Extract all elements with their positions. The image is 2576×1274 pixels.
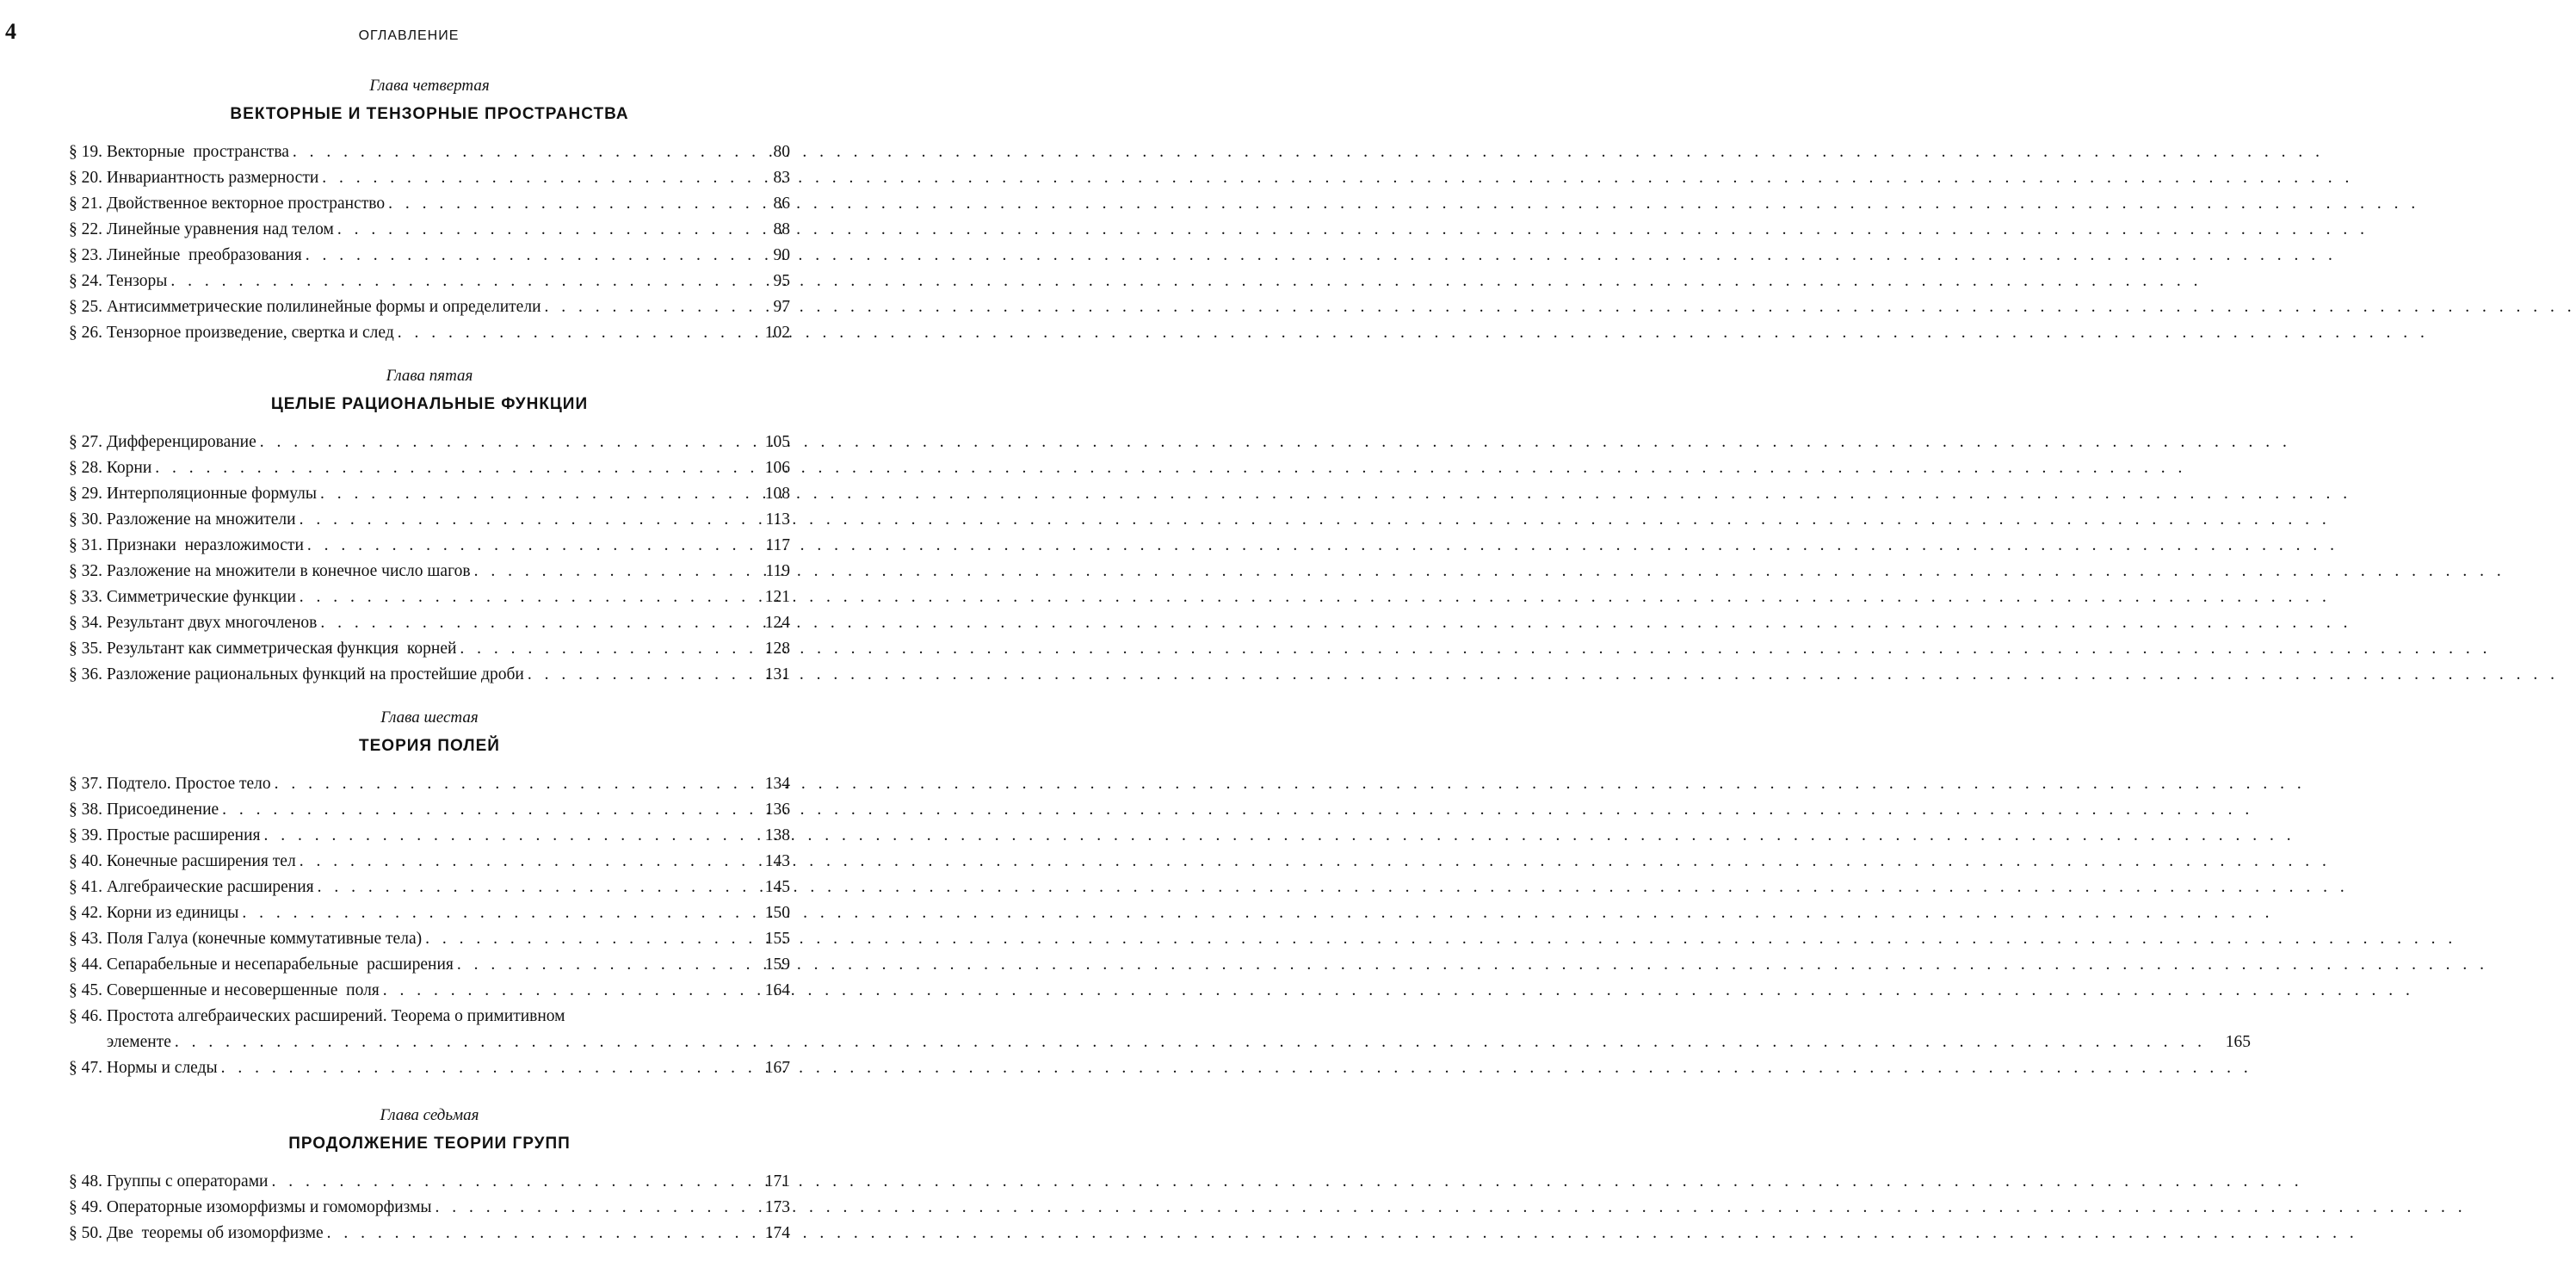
dot-leader [268,1169,745,1195]
chapter-title: ПРОДОЛЖЕНИЕ ТЕОРИИ ГРУПП [288,1135,571,1153]
section-title: Антисимметрические полилинейные формы и определители [106,298,541,316]
section-title: Нормы и следы [106,1059,218,1077]
chapter-title: ТЕОРИЯ ПОЛЕЙ [359,737,500,755]
page-ref: 80 [773,143,790,161]
page-ref: 119 [765,562,790,580]
section-title: Тензорное произведение, свертка и след [106,324,394,342]
section-number: § 43. [69,930,102,948]
chapter-title: ВЕКТОРНЫЕ И ТЕНЗОРНЫЕ ПРОСТРАНСТВА [230,105,629,123]
toc-entry[interactable] [69,533,790,559]
toc-entry[interactable] [69,165,790,191]
section-title: Совершенные и несовершенные поля [106,981,380,999]
page-ref: 150 [764,904,790,922]
dot-leader [238,900,745,926]
page-ref: 128 [764,640,790,658]
chapter-label: Глава четвертая [369,77,490,95]
dot-leader [171,1030,2206,1055]
toc-entry[interactable] [69,481,790,507]
dot-leader [317,481,745,507]
page-ref: 97 [773,298,790,316]
chapter-7 [69,1104,790,1246]
toc-entry[interactable] [69,771,790,797]
section-title: Результант как симметрическая функция корней [106,640,457,658]
section-title: Разложение на множители в конечное число шагов [106,562,471,580]
section-number: § 26. [69,324,102,342]
toc-entry[interactable] [69,1169,790,1195]
page-ref: 131 [764,665,790,683]
section-title: Группы с операторами [106,1172,269,1191]
section-number: § 41. [69,878,102,896]
toc-entry[interactable] [69,294,790,320]
page-ref: 121 [764,588,790,606]
toc-entry[interactable] [69,610,790,636]
page-ref: 124 [764,614,790,632]
section-title: Двойственное векторное пространство [106,195,386,213]
page-ref: 165 [2225,1033,2252,1051]
dot-leader [334,217,745,243]
section-title: Линейные преобразования [106,246,302,264]
dot-leader [317,610,745,636]
dot-leader [261,823,745,849]
page-number: 4 [5,19,16,44]
chapter-title: ЦЕЛЫЕ РАЦИОНАЛЬНЫЕ ФУНКЦИИ [270,395,589,413]
page-ref: 164 [764,981,790,999]
toc-entry[interactable] [69,243,790,269]
dot-leader [271,771,745,797]
toc-entry[interactable] [69,269,790,294]
section-number: § 45. [69,981,102,999]
section-number: § 25. [69,298,102,316]
section-number: § 22. [69,220,102,238]
dot-leader [324,1221,745,1246]
section-number: § 21. [69,195,102,213]
section-number: § 31. [69,536,102,554]
section-number: § 28. [69,459,102,477]
chapter-4 [69,74,790,346]
dot-leader [296,507,745,533]
section-title: Простота алгебраических расширений. Теорема о примитивном [106,1007,565,1025]
page-ref: 86 [773,195,790,213]
dot-leader [167,269,745,294]
dot-leader [380,978,745,1004]
section-title: Поля Галуа (конечные коммутативные тела) [106,930,423,948]
page-ref: 83 [773,169,790,187]
section-number: § 20. [69,169,102,187]
toc-entry[interactable] [69,823,790,849]
page-ref: 88 [773,220,790,238]
section-number: § 39. [69,826,102,844]
toc-entry[interactable] [69,455,790,481]
section-number: § 24. [69,272,102,290]
page-ref: 155 [764,930,790,948]
dot-leader [314,875,745,900]
dot-leader [218,1055,745,1081]
page-ref: 113 [765,510,790,529]
page-ref: 105 [764,433,790,451]
section-title: Две теоремы об изоморфизме [106,1224,324,1242]
dot-leader [302,243,745,269]
dot-leader [289,139,745,165]
toc-entry[interactable] [69,926,790,952]
page-ref: 174 [764,1224,790,1242]
section-title: Сепарабельные и несепарабельные расширения [106,956,454,974]
section-title: Простые расширения [106,826,261,844]
chapter-5 [69,364,790,688]
page-ref: 136 [764,801,790,819]
toc-entry[interactable] [69,952,790,978]
section-number: § 50. [69,1224,102,1242]
section-number: § 33. [69,588,102,606]
dot-leader [394,320,745,346]
chapter-label: Глава пятая [386,367,473,385]
dot-leader [456,636,745,662]
section-title: Инвариантность размерности [106,169,319,187]
toc-entry[interactable] [69,1195,790,1221]
running-head: ОГЛАВЛЕНИЕ [358,28,460,43]
section-number: § 30. [69,510,102,529]
page-ref: 90 [773,246,790,264]
page-ref: 134 [764,775,790,793]
page-ref: 138 [764,826,790,844]
page-ref: 159 [764,956,790,974]
dot-leader [318,165,745,191]
page-ref: 171 [764,1172,790,1191]
section-title: Линейные уравнения над телом [106,220,334,238]
toc-entry[interactable] [69,662,790,688]
section-title: Операторные изоморфизмы и гомоморфизмы [106,1198,432,1216]
section-number: § 44. [69,956,102,974]
dot-leader [454,952,745,978]
chapter-label: Глава седьмая [380,1106,479,1124]
page-ref: 117 [765,536,790,554]
toc-entry[interactable] [69,507,790,533]
toc-entry[interactable] [69,559,790,584]
toc-entry[interactable] [69,900,790,926]
toc-entry[interactable] [69,978,790,1004]
section-number: § 37. [69,775,102,793]
section-number: § 36. [69,665,102,683]
section-number: § 49. [69,1198,102,1216]
page-ref: 106 [764,459,790,477]
section-title: Разложение на множители [106,510,296,529]
dot-leader [385,191,745,217]
section-number: § 48. [69,1172,102,1191]
dot-leader [524,662,745,688]
toc-entry[interactable] [69,797,790,823]
section-number: § 34. [69,614,102,632]
chapter-label: Глава шестая [380,708,479,727]
section-title: Интерполяционные формулы [106,485,317,503]
section-number: § 47. [69,1059,102,1077]
dot-leader [471,559,745,584]
section-number: § 40. [69,852,102,870]
toc-entry[interactable] [69,1221,790,1246]
page-ref: 108 [764,485,790,503]
dot-leader [256,430,745,455]
toc-entry[interactable] [69,636,790,662]
section-number: § 35. [69,640,102,658]
section-number: § 19. [69,143,102,161]
section-title: Дифференцирование [106,433,256,451]
section-title: Признаки неразложимости [106,536,304,554]
chapter-6 [69,706,2252,1081]
section-title: Разложение рациональных функций на простейшие дроби [106,665,524,683]
section-title: Симметрические функции [106,588,296,606]
dot-leader [432,1195,745,1221]
page-ref: 95 [773,272,790,290]
section-number: § 32. [69,562,102,580]
section-title: Корни из единицы [106,904,239,922]
section-title: Тензоры [106,272,168,290]
toc-entry[interactable] [69,1055,790,1081]
page-ref: 173 [764,1198,790,1216]
section-title: Корни [106,459,152,477]
toc-entry[interactable] [69,430,790,455]
section-title: Присоединение [106,801,219,819]
dot-leader [541,294,745,320]
dot-leader [151,455,745,481]
section-title: Конечные расширения тел [106,852,296,870]
section-number: § 27. [69,433,102,451]
page-ref: 143 [764,852,790,870]
toc-entry[interactable] [69,320,790,346]
page-ref: 102 [764,324,790,342]
section-title: Подтело. Простое тело [106,775,271,793]
page-ref: 167 [764,1059,790,1077]
dot-leader [219,797,745,823]
dot-leader [296,849,745,875]
section-title: Векторные пространства [106,143,289,161]
toc-entry[interactable] [69,191,790,217]
dot-leader [304,533,745,559]
toc-entry[interactable] [69,849,790,875]
dot-leader [296,584,745,610]
toc-entry[interactable] [69,875,790,900]
section-number: § 42. [69,904,102,922]
section-number: § 29. [69,485,102,503]
section-number: § 38. [69,801,102,819]
toc-entry[interactable] [69,217,790,243]
section-number: § 23. [69,246,102,264]
section-title: Результант двух многочленов [106,614,318,632]
toc-entry[interactable] [69,584,790,610]
section-title: Алгебраические расширения [106,878,314,896]
section-number: § 46. [69,1007,102,1025]
dot-leader [422,926,745,952]
page-ref: 145 [764,878,790,896]
toc-entry[interactable] [69,139,790,165]
toc-entry[interactable] [69,1004,2252,1055]
section-title-continued: элементе [106,1033,171,1051]
